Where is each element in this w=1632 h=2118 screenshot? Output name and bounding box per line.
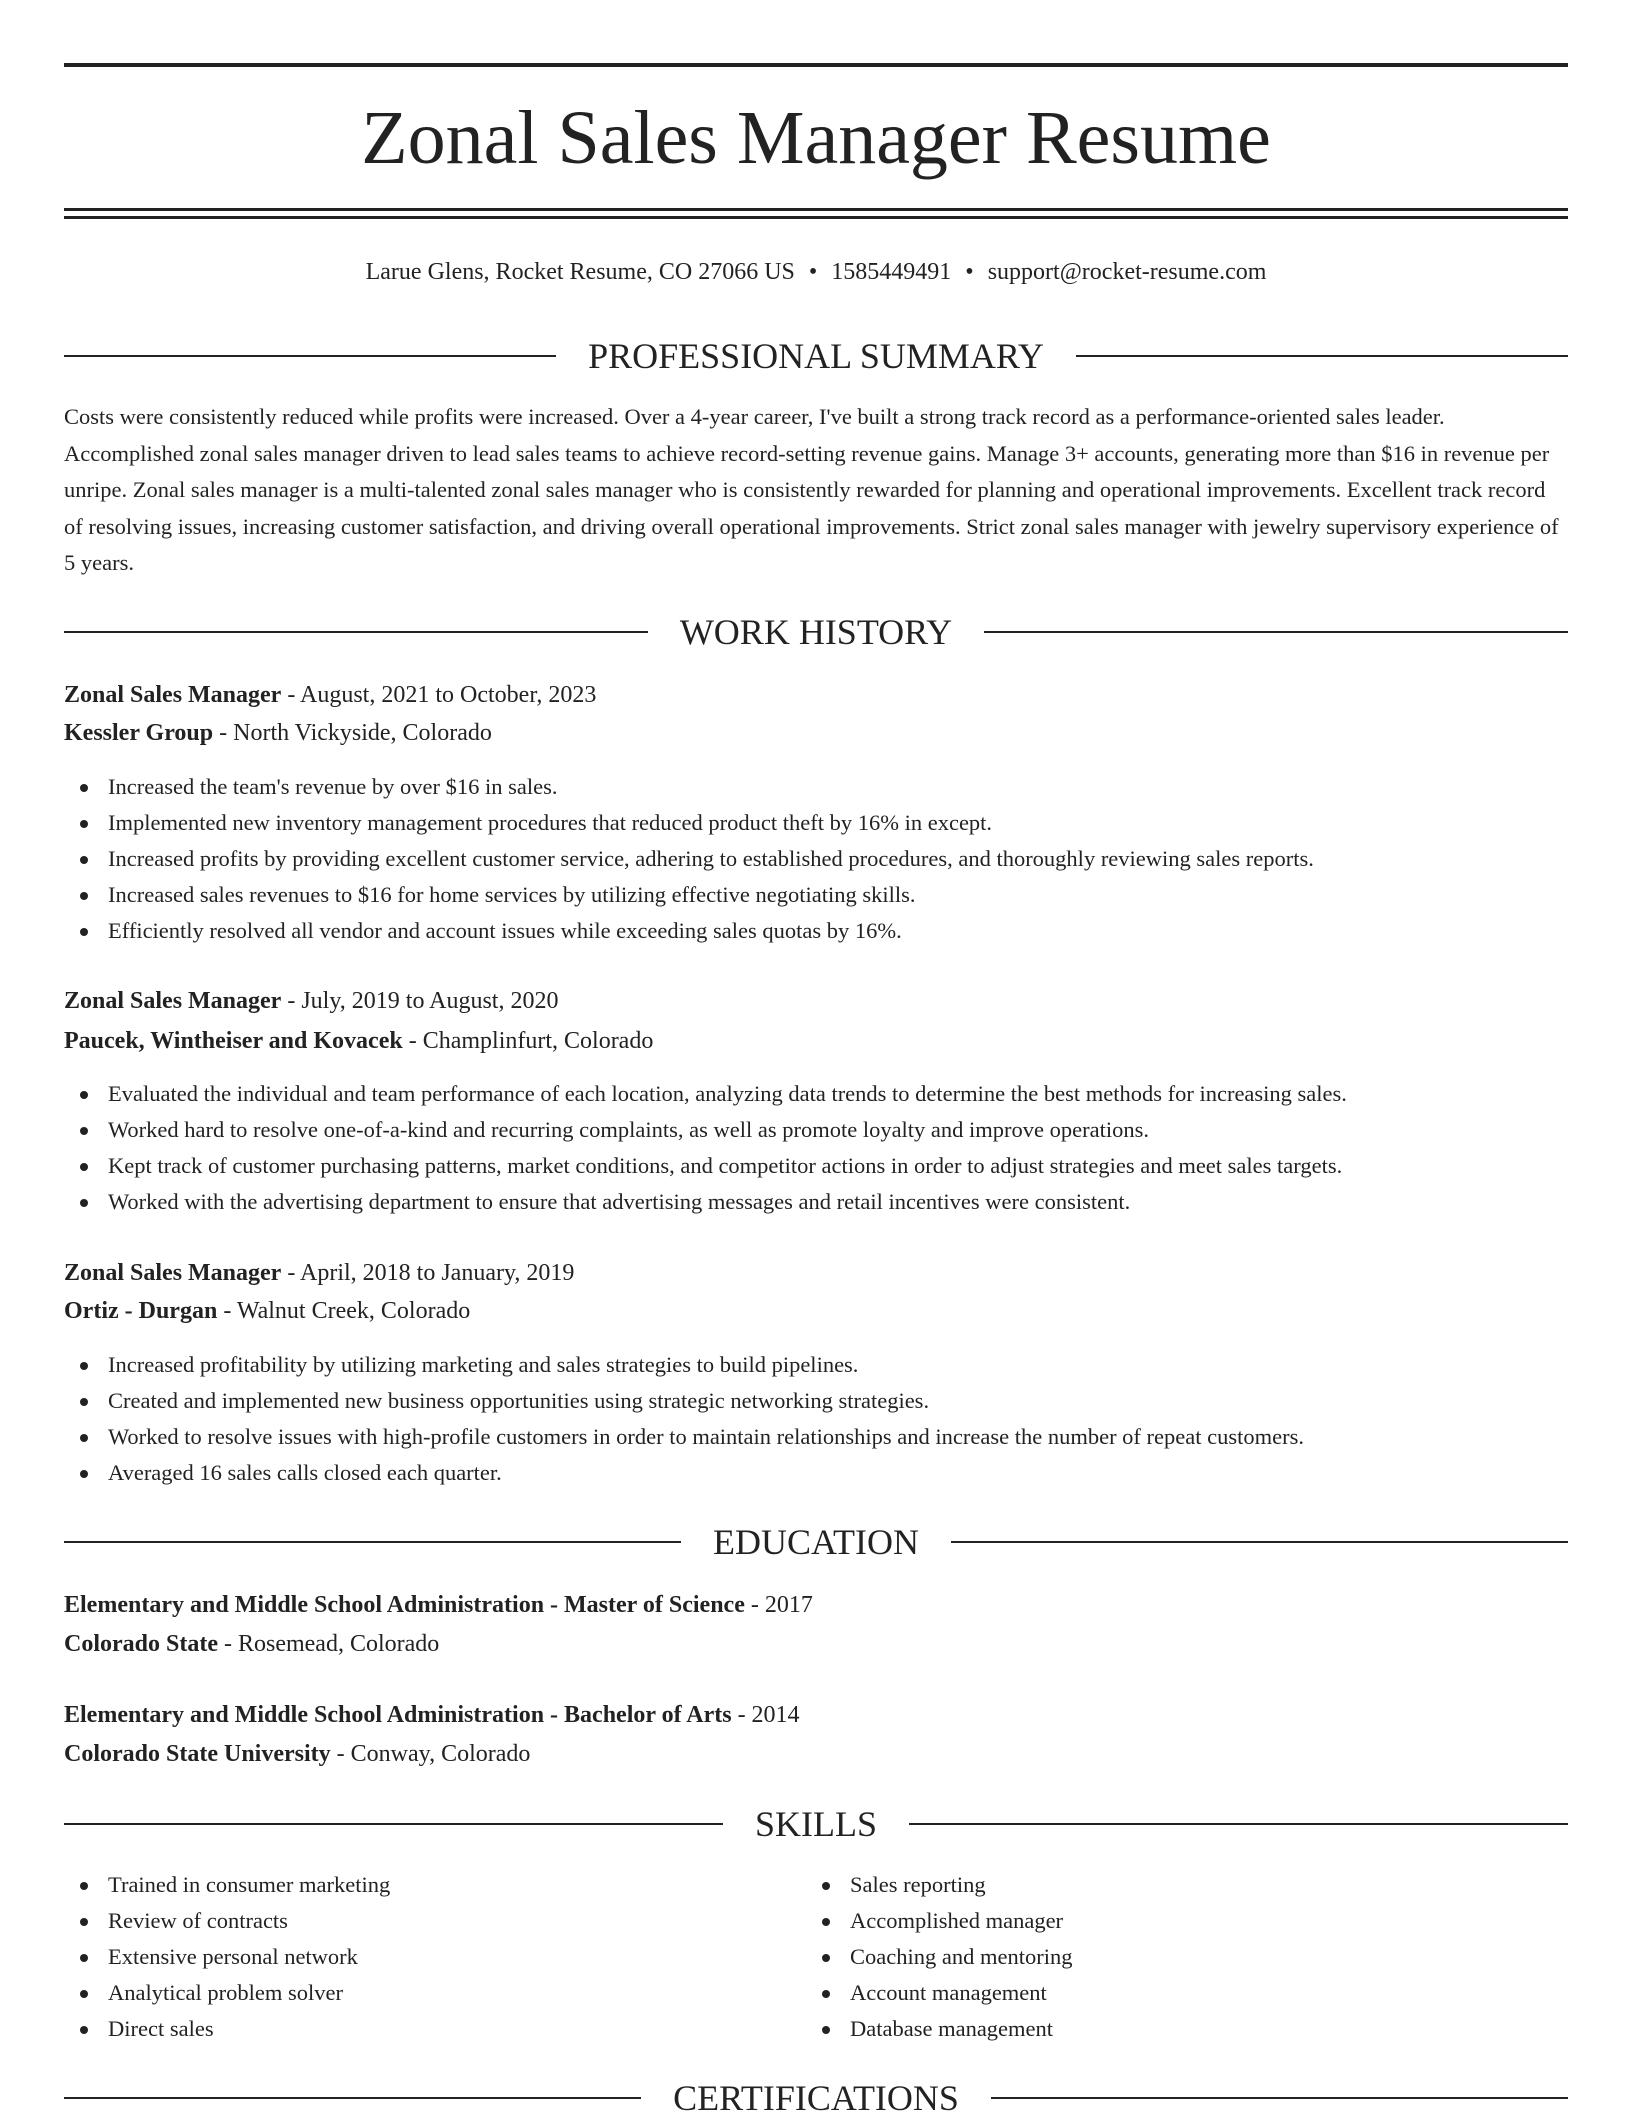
job-company: Kessler Group xyxy=(64,720,214,746)
section-rule xyxy=(951,1541,1568,1543)
section-rule xyxy=(1076,355,1568,357)
job-company-line xyxy=(64,1292,1568,1330)
contact-separator: • xyxy=(965,259,974,285)
list-item: Implemented new inventory management procedures that reduced product theft by 16% in except. xyxy=(64,805,1568,841)
job-location: - North Vickyside, Colorado xyxy=(213,720,492,746)
job-bullets xyxy=(64,1347,1568,1491)
education-year: - 2014 xyxy=(731,1702,800,1728)
contact-phone: 1585449491 xyxy=(831,259,952,285)
list-item: Increased the team's revenue by over $16 in sales. xyxy=(64,769,1568,805)
title-double-rule-upper xyxy=(64,208,1568,211)
section-title: SKILLS xyxy=(755,1804,878,1844)
section-rule xyxy=(909,1823,1568,1825)
education-location: - Rosemead, Colorado xyxy=(217,1631,440,1657)
job-company: Paucek, Wintheiser and Kovacek xyxy=(64,1028,403,1054)
skill-item: Accomplished manager xyxy=(806,1903,1526,1939)
list-item: Worked hard to resolve one-of-a-kind and recurring complaints, as well as promote loyalty and improve operations. xyxy=(64,1112,1568,1148)
education-school: Colorado State xyxy=(64,1631,218,1657)
job-bullets xyxy=(64,1076,1568,1220)
section-rule xyxy=(984,631,1568,633)
list-item: Created and implemented new business opportunities using strategic networking strategies. xyxy=(64,1383,1568,1419)
job-company-line xyxy=(64,714,1568,752)
resume-title: Zonal Sales Manager Resume xyxy=(361,96,1271,180)
section-header-summary xyxy=(64,336,1568,376)
job-title-line xyxy=(64,676,1568,714)
section-title: EDUCATION xyxy=(713,1522,919,1562)
skill-item: Database management xyxy=(806,2011,1526,2047)
job-dates: - April, 2018 to January, 2019 xyxy=(281,1260,575,1286)
skill-item: Direct sales xyxy=(64,2011,784,2047)
job-dates: - August, 2021 to October, 2023 xyxy=(281,682,597,708)
list-item: Kept track of customer purchasing patterns, market conditions, and competitor actions in order to adjust strategies and meet sales targets. xyxy=(64,1148,1568,1184)
education-school-line xyxy=(64,1735,1568,1773)
education-school-line xyxy=(64,1625,1568,1663)
list-item: Worked with the advertising department to ensure that advertising messages and retail incentives were consistent. xyxy=(64,1184,1568,1220)
job-location: - Walnut Creek, Colorado xyxy=(217,1298,471,1324)
education-year: - 2017 xyxy=(744,1592,813,1618)
job-title: Zonal Sales Manager xyxy=(64,988,282,1014)
section-title: CERTIFICATIONS xyxy=(673,2078,959,2118)
education-degree-line xyxy=(64,1586,1568,1624)
section-rule xyxy=(991,2097,1568,2099)
contact-address: Larue Glens, Rocket Resume, CO 27066 US xyxy=(365,259,795,285)
skill-item: Coaching and mentoring xyxy=(806,1939,1526,1975)
contact-email: support@rocket-resume.com xyxy=(987,259,1267,285)
section-header-work-history xyxy=(64,612,1568,652)
contact-line xyxy=(64,252,1568,292)
job-dates: - July, 2019 to August, 2020 xyxy=(281,988,559,1014)
job-title-line xyxy=(64,1254,1568,1292)
education-school: Colorado State University xyxy=(64,1741,331,1767)
education-degree: Elementary and Middle School Administration - Bachelor of Arts xyxy=(64,1702,732,1728)
skill-item: Extensive personal network xyxy=(64,1939,784,1975)
section-rule xyxy=(64,1823,723,1825)
skill-item: Account management xyxy=(806,1975,1526,2011)
skills-list-right xyxy=(806,1867,1526,2047)
section-rule xyxy=(64,1541,681,1543)
list-item: Worked to resolve issues with high-profile customers in order to maintain relationships and increase the number of repeat customers. xyxy=(64,1419,1568,1455)
section-header-certifications xyxy=(64,2078,1568,2118)
contact-separator: • xyxy=(808,259,818,285)
list-item: Increased sales revenues to $16 for home services by utilizing effective negotiating skills. xyxy=(64,877,1568,913)
section-rule xyxy=(64,631,648,633)
section-header-education xyxy=(64,1522,1568,1562)
top-rule xyxy=(64,63,1568,67)
job-location: - Champlinfurt, Colorado xyxy=(402,1028,654,1054)
section-rule xyxy=(64,2097,641,2099)
job-title-line xyxy=(64,982,1568,1020)
section-header-skills xyxy=(64,1804,1568,1844)
list-item: Averaged 16 sales calls closed each quarter. xyxy=(64,1455,1568,1491)
list-item: Efficiently resolved all vendor and account issues while exceeding sales quotas by 16%. xyxy=(64,913,1568,949)
skill-item: Sales reporting xyxy=(806,1867,1526,1903)
section-rule xyxy=(64,355,556,357)
job-title: Zonal Sales Manager xyxy=(64,682,282,708)
education-degree: Elementary and Middle School Administration - Master of Science xyxy=(64,1592,745,1618)
skill-item: Trained in consumer marketing xyxy=(64,1867,784,1903)
education-location: - Conway, Colorado xyxy=(330,1741,531,1767)
skill-item: Analytical problem solver xyxy=(64,1975,784,2011)
list-item: Increased profitability by utilizing marketing and sales strategies to build pipelines. xyxy=(64,1347,1568,1383)
title-double-rule-lower xyxy=(64,216,1568,219)
skill-item: Review of contracts xyxy=(64,1903,784,1939)
job-bullets xyxy=(64,769,1568,949)
list-item: Increased profits by providing excellent customer service, adhering to established procedures, and thoroughly reviewing sales reports. xyxy=(64,841,1568,877)
job-company: Ortiz - Durgan xyxy=(64,1298,218,1324)
list-item: Evaluated the individual and team performance of each location, analyzing data trends to determine the best methods for increasing sales. xyxy=(64,1076,1568,1112)
job-title: Zonal Sales Manager xyxy=(64,1260,282,1286)
education-degree-line xyxy=(64,1696,1568,1734)
summary-text: Costs were consistently reduced while profits were increased. Over a 4-year career, I've built a strong track record as a performance-oriented sales leader. Accomplished zonal sales manager driven to lead sales teams to achieve record-setting revenue gains. Manage 3+ accounts, generating more than $16 in revenue per unripe. Zonal sales manager is a multi-talented zonal sales manager who is consistently rewarded for planning and operational improvements. Excellent track record of resolving issues, increasing customer satisfaction, and driving overall operational improvements. Strict zonal sales manager with jewelry supervisory experience of 5 years. xyxy=(64,404,1559,575)
job-company-line xyxy=(64,1022,1568,1060)
section-title: PROFESSIONAL SUMMARY xyxy=(588,336,1044,376)
skills-list-left xyxy=(64,1867,784,2047)
section-title: WORK HISTORY xyxy=(679,612,953,652)
